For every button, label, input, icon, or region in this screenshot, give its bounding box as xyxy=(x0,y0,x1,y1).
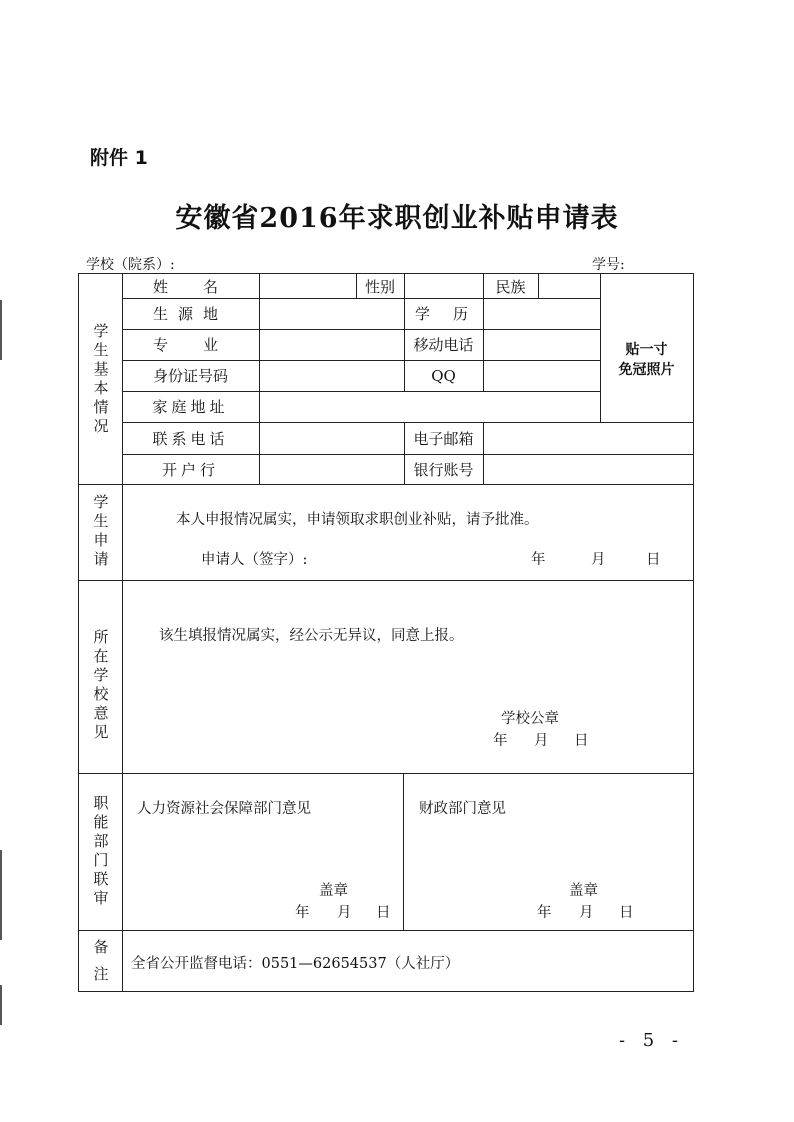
label-qq: QQ xyxy=(431,366,456,385)
hr-month: 月 xyxy=(337,905,352,921)
contact-phone-field[interactable] xyxy=(259,422,404,454)
label-mobile: 移动电话 xyxy=(413,336,474,354)
address-field[interactable] xyxy=(259,391,600,422)
label-education: 学 历 xyxy=(414,305,472,323)
applicant-signature-label: 申请人（签字）: xyxy=(201,552,308,568)
photo-line-2: 免冠照片 xyxy=(618,362,675,378)
section-remarks: 备注 xyxy=(93,938,109,983)
divider xyxy=(403,773,404,930)
application-form xyxy=(78,273,694,992)
photo-line-1: 贴一寸 xyxy=(625,342,668,358)
scan-artifact xyxy=(0,985,2,1025)
attachment-label: 附件 1 xyxy=(90,147,148,169)
divider xyxy=(79,580,693,581)
scan-artifact xyxy=(0,850,2,940)
section-application: 学生申请 xyxy=(93,493,109,568)
page-number: - 5 - xyxy=(618,1030,684,1051)
label-id-number: 身份证号码 xyxy=(152,367,228,385)
name-field[interactable] xyxy=(259,274,356,298)
education-field[interactable] xyxy=(483,298,600,329)
student-id-label: 学号: xyxy=(592,257,625,273)
hr-day: 日 xyxy=(376,905,391,921)
id-number-field[interactable] xyxy=(259,360,404,391)
label-origin: 生源地 xyxy=(152,305,228,323)
school-year: 年 xyxy=(493,733,508,749)
label-name: 姓 名 xyxy=(152,277,228,296)
school-month: 月 xyxy=(534,733,549,749)
mobile-field[interactable] xyxy=(483,329,600,360)
label-bank-account: 银行账号 xyxy=(413,460,474,479)
section-school: 所在学校意见 xyxy=(93,628,109,741)
section-review: 职能部门联审 xyxy=(93,794,109,907)
label-address: 家庭地址 xyxy=(152,398,229,416)
app-year: 年 xyxy=(531,552,546,568)
gender-field[interactable] xyxy=(404,274,483,298)
origin-field[interactable] xyxy=(259,298,404,329)
finance-day: 日 xyxy=(619,905,634,921)
finance-opinion-label: 财政部门意见 xyxy=(419,801,506,817)
page-title: 安徽省2016年求职创业补贴申请表 xyxy=(175,203,619,234)
hotline-text: 全省公开监督电话：0551—62654537（人社厅） xyxy=(131,956,460,972)
email-field[interactable] xyxy=(483,422,693,454)
ethnicity-field[interactable] xyxy=(538,274,600,298)
label-gender: 性别 xyxy=(364,277,395,296)
divider xyxy=(79,773,693,774)
school-day: 日 xyxy=(574,733,589,749)
finance-month: 月 xyxy=(579,905,594,921)
finance-year: 年 xyxy=(537,905,552,921)
major-field[interactable] xyxy=(259,329,404,360)
bank-account-field[interactable] xyxy=(483,454,693,484)
section-basic: 学生基本情况 xyxy=(93,322,109,435)
app-day: 日 xyxy=(646,552,661,568)
hr-year: 年 xyxy=(295,905,310,921)
hr-seal-label: 盖章 xyxy=(319,883,348,899)
label-contact-phone: 联系电话 xyxy=(152,429,229,448)
label-major: 专 业 xyxy=(152,336,228,354)
label-ethnicity: 民族 xyxy=(495,277,526,296)
photo-box xyxy=(600,298,693,422)
app-month: 月 xyxy=(591,552,606,568)
bank-field[interactable] xyxy=(259,454,404,484)
label-email: 电子邮箱 xyxy=(413,429,474,448)
finance-seal-label: 盖章 xyxy=(569,883,598,899)
school-statement: 该生填报情况属实，经公示无异议，同意上报。 xyxy=(159,628,464,644)
hr-opinion-label: 人力资源社会保障部门意见 xyxy=(137,801,311,817)
divider xyxy=(79,484,693,485)
qq-field[interactable] xyxy=(483,360,600,391)
school-label: 学校（院系）: xyxy=(86,257,175,273)
label-bank: 开户行 xyxy=(161,460,219,479)
divider xyxy=(79,930,693,931)
application-statement: 本人申报情况属实，申请领取求职创业补贴，请予批准。 xyxy=(176,512,539,528)
scan-artifact xyxy=(0,300,2,360)
school-seal-label: 学校公章 xyxy=(501,711,559,727)
